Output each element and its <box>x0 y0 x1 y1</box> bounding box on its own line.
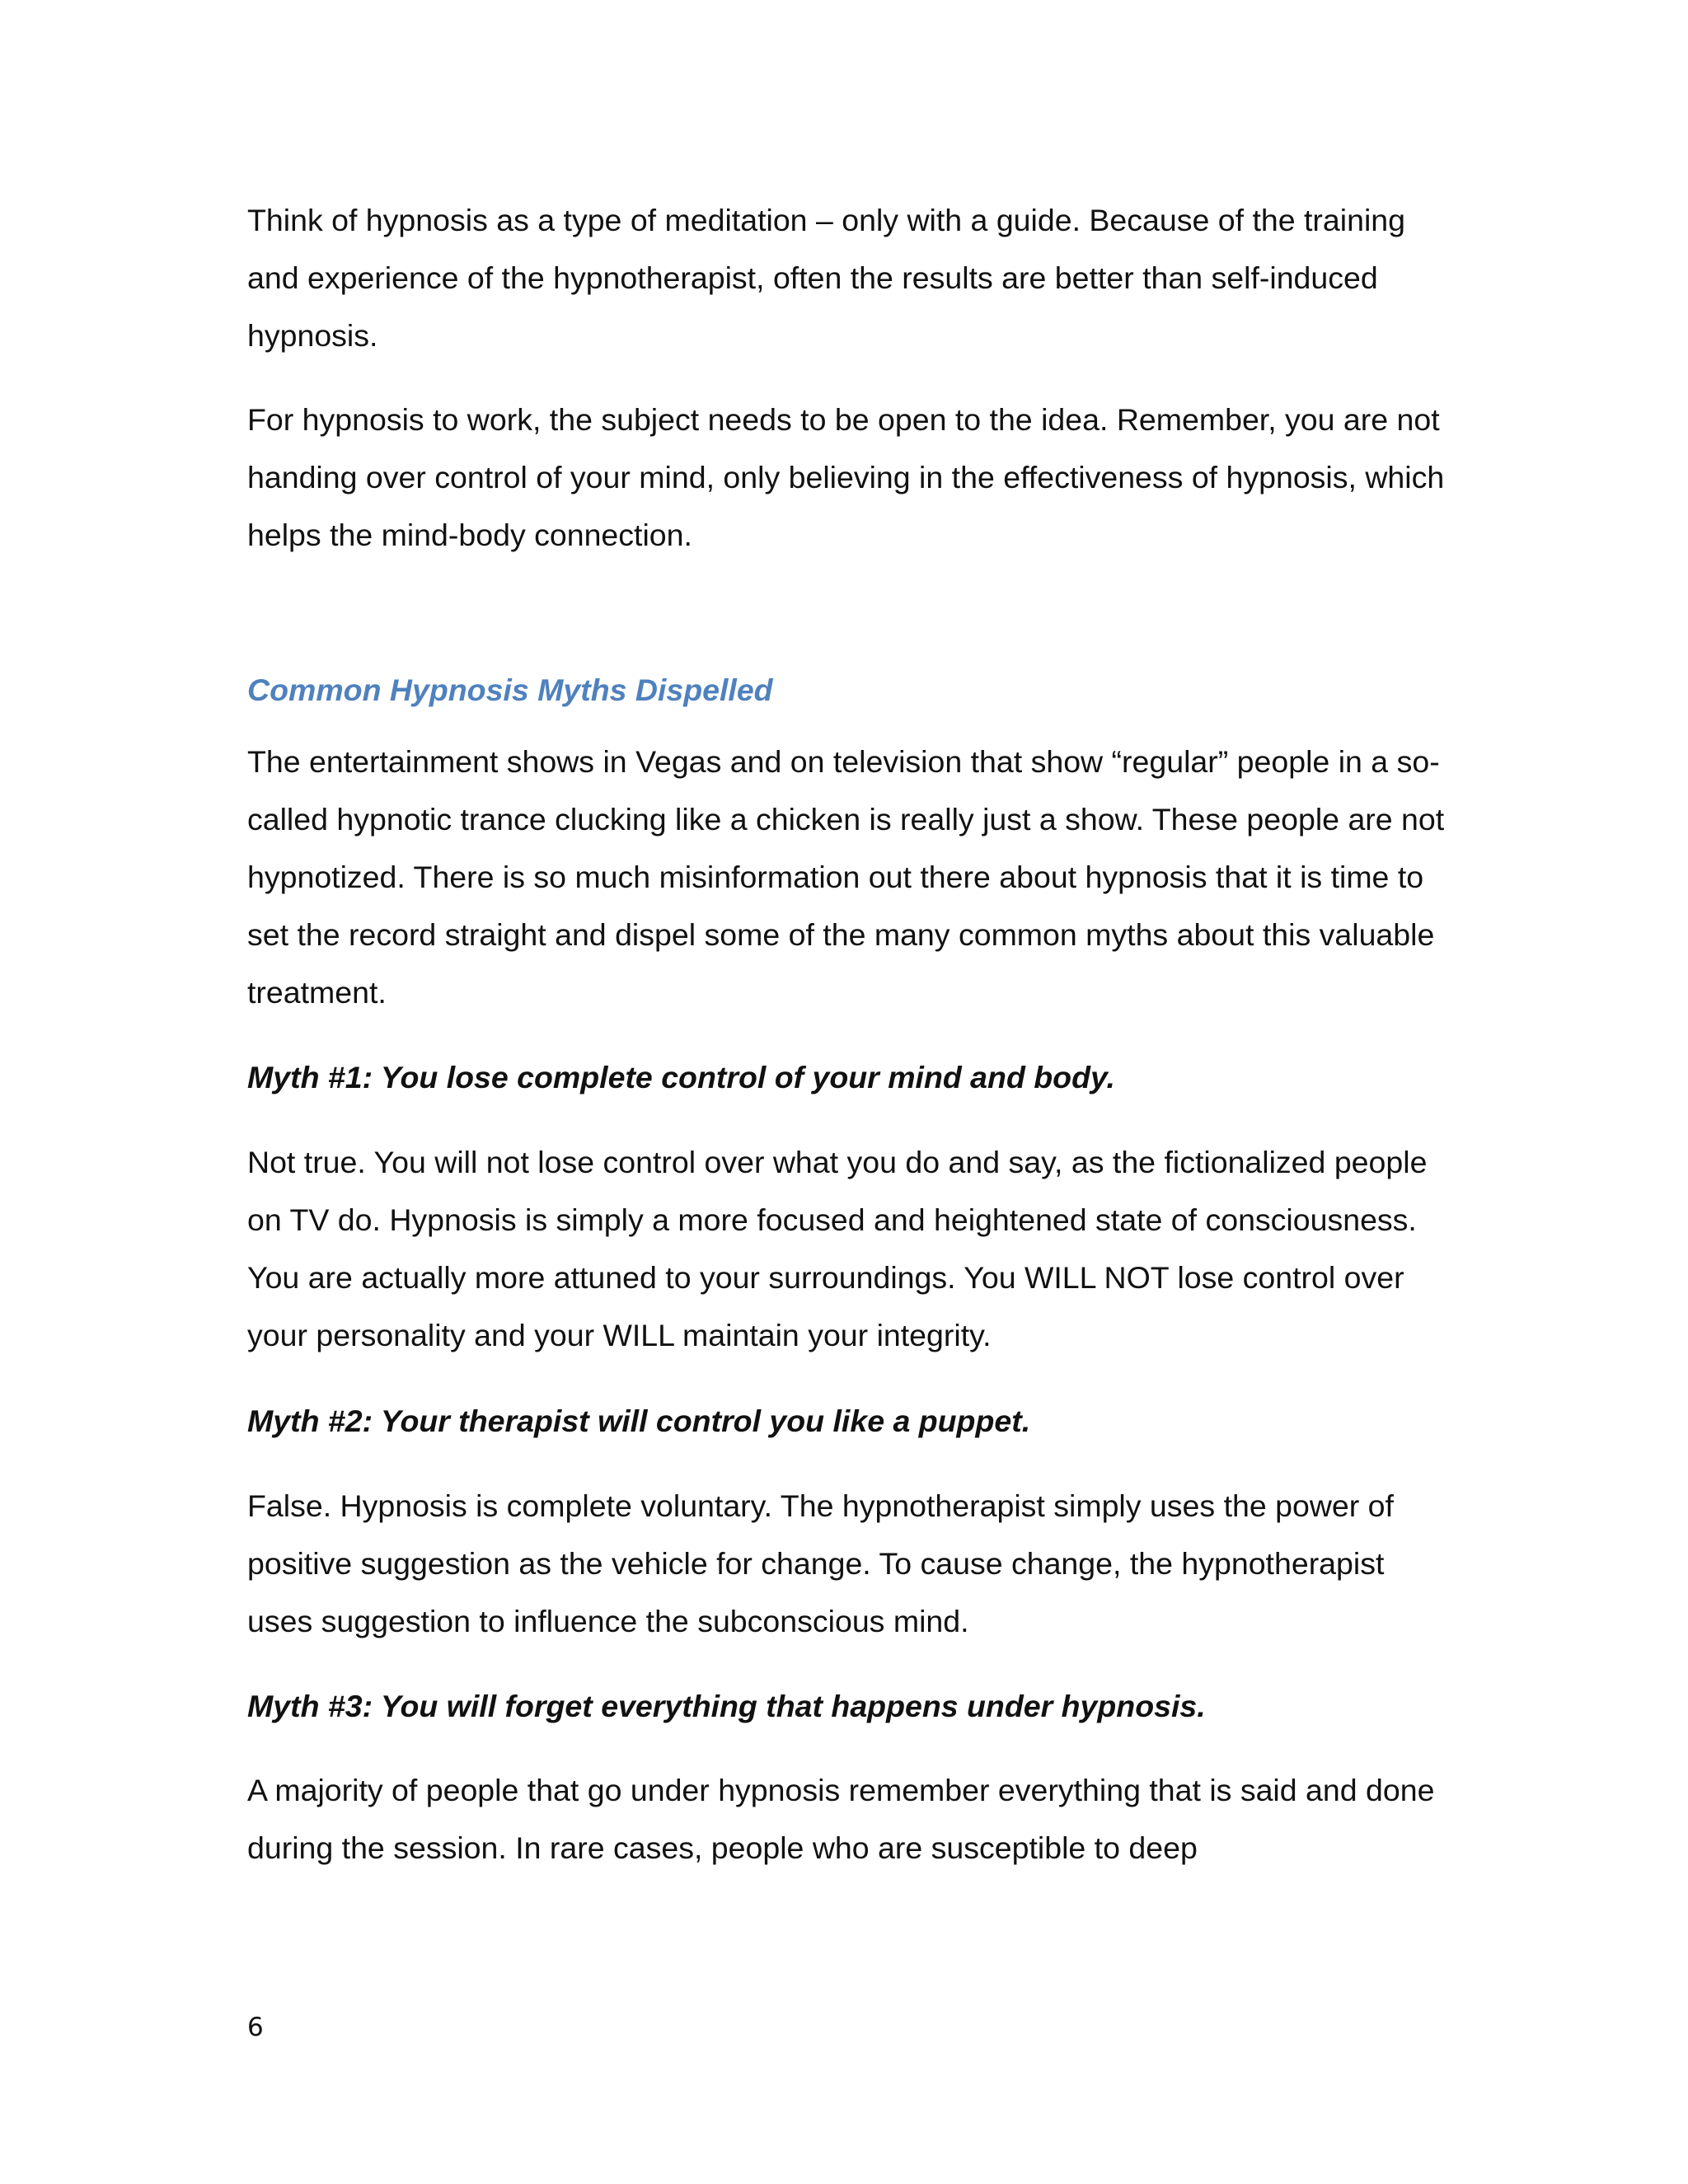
paragraph-meditation: Think of hypnosis as a type of meditation – only with a guide. Because of the training and experience of the hypnotherapist, often the results are better than self-induced hypnosis. <box>247 203 1406 353</box>
myth-2-title: Myth #2: Your therapist will control you like a puppet. <box>247 1404 1031 1438</box>
section-heading: Common Hypnosis Myths Dispelled <box>247 673 773 707</box>
myth-3-title: Myth #3: You will forget everything that happens under hypnosis. <box>247 1689 1206 1723</box>
paragraph-intro: The entertainment shows in Vegas and on television that show “regular” people in a so-called hypnotic trance clucking like a chicken is really just a show. These people are not hypnotized. There is so much misinformation out there about hypnosis that it is time to set the record straight and dispel some of the many common myths about this valuable treatment. <box>247 744 1445 1010</box>
myth-3-body: A majority of people that go under hypnosis remember everything that is said and done during the session. In rare cases, people who are susceptible to deep <box>247 1773 1435 1865</box>
page-number: 6 <box>247 2013 264 2042</box>
myth-1-body: Not true. You will not lose control over what you do and say, as the fictionalized people on TV do. Hypnosis is simply a more focused and heightened state of consciousness. You are actually more attuned to your surroundings. You WILL NOT lose control over your personality and your WILL maintain your integrity. <box>247 1145 1428 1352</box>
myth-1-title: Myth #1: You lose complete control of your mind and body. <box>247 1060 1115 1094</box>
myth-2-body: False. Hypnosis is complete voluntary. The hypnotherapist simply uses the power of positive suggestion as the vehicle for change. To cause change, the hypnotherapist uses suggestion to influence the subconscious mind. <box>247 1488 1394 1638</box>
paragraph-openness: For hypnosis to work, the subject needs to be open to the idea. Remember, you are not handing over control of your mind, only believing in the effectiveness of hypnosis, which helps the mind-body connection. <box>247 402 1445 552</box>
